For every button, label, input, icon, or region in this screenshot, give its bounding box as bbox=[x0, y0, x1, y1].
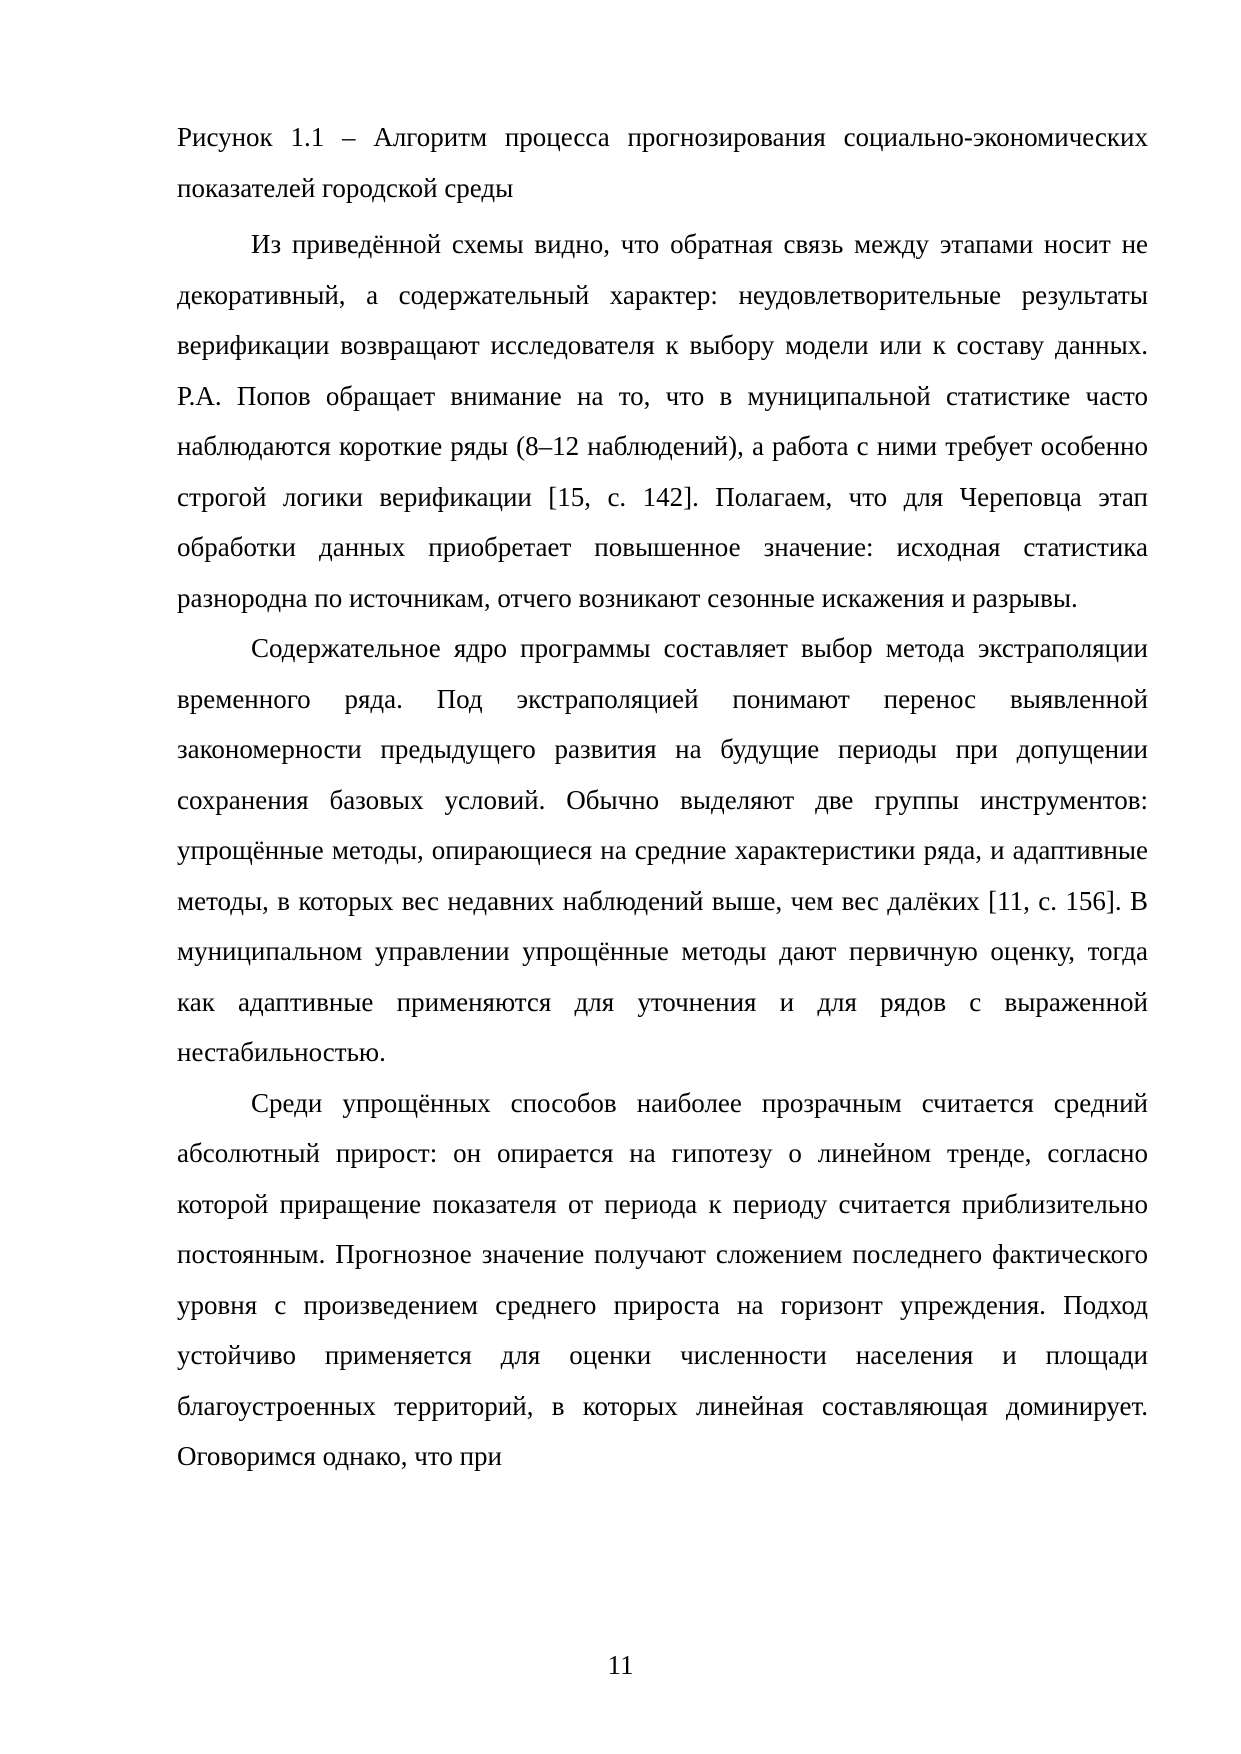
paragraph-extrapolation-methods: Содержательное ядро программы составляет выбор метода экстраполяции временного ряда. Под экстраполяцией понимают перенос выявленной закономерности предыдущего развития на будущие периоды при допущении сохранения базовых условий. Обычно выделяют две группы инструментов: упрощённые методы, опирающиеся на средние характеристики ряда, и адаптивные методы, в которых вес недавних наблюдений выше, чем вес далёких [11, с. 156]. В муниципальном управлении упрощённые методы дают первичную оценку, тогда как адаптивные применяются для уточнения и для рядов с выраженной нестабильностью. bbox=[177, 633, 1148, 1067]
figure-caption: Рисунок 1.1 – Алгоритм процесса прогнозирования социально-экономических показателей городской среды bbox=[177, 122, 1148, 203]
page-number: 11 bbox=[607, 1650, 634, 1680]
page-body bbox=[177, 112, 1148, 1482]
paragraph-average-growth: Среди упрощённых способов наиболее прозрачным считается средний абсолютный прирост: он опирается на гипотезу о линейном тренде, согласно которой приращение показателя от периода к периоду считается приблизительно постоянным. Прогнозное значение получают сложением последнего фактического уровня с произведением среднего прироста на горизонт упреждения. Подход устойчиво применяется для оценки численности населения и площади благоустроенных территорий, в которых линейная составляющая доминирует. Оговоримся однако, что при bbox=[177, 1087, 1148, 1471]
paragraph-feedback-loop: Из приведённой схемы видно, что обратная связь между этапами носит не декоративный, а содержательный характер: неудовлетворительные результаты верификации возвращают исследователя к выбору модели или к составу данных. Р.А. Попов обращает внимание на то, что в муниципальной статистике часто наблюдаются короткие ряды (8–12 наблюдений), а работа с ними требует особенно строгой логики верификации [15, с. 142]. Полагаем, что для Череповца этап обработки данных приобретает повышенное значение: исходная статистика разнородна по источникам, отчего возникают сезонные искажения и разрывы. bbox=[177, 229, 1148, 613]
